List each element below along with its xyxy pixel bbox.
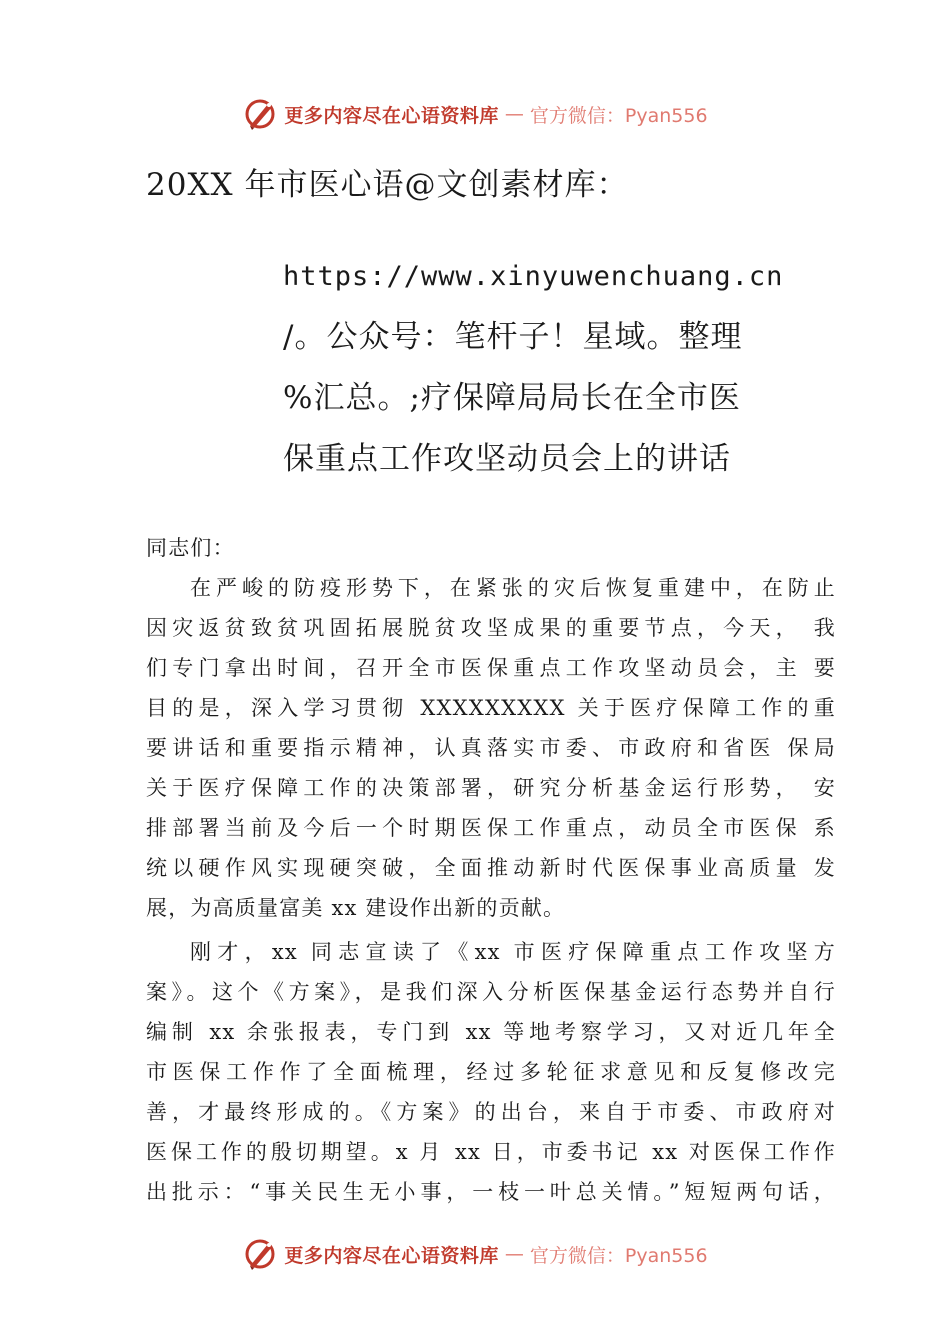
- paragraph-line: 案》。这个《方案》，是我们深入分析医保基金运行态势并自行: [146, 980, 836, 1004]
- paragraph-line: 要讲话和重要指示精神，认真落实市委、市政府和省医 保局: [146, 736, 836, 760]
- paragraph-line: 医保工作的殷切期望。x 月 xx 日，市委书记 xx 对医保工作作: [146, 1140, 836, 1164]
- paragraph-line: 在严峻的防疫形势下，在紧张的灾后恢复重建中，在防止: [190, 576, 836, 600]
- pen-logo-icon: [242, 1236, 278, 1272]
- pen-logo-icon: [242, 96, 278, 132]
- paragraph-line: 关于医疗保障工作的决策部署，研究分析基金运行形势， 安: [146, 776, 836, 800]
- paragraph-line: 目的是，深入学习贯彻 XXXXXXXXX 关于医疗保障工作的重: [146, 696, 836, 720]
- speech-body: [146, 528, 836, 1212]
- document-title-line-5: 保重点工作攻坚动员会上的讲话: [283, 441, 731, 477]
- banner-dash: —: [504, 1243, 524, 1265]
- paragraph-line: 刚才，xx 同志宣读了《xx 市医疗保障重点工作攻坚方: [190, 940, 836, 964]
- paragraph-line: 编制 xx 余张报表，专门到 xx 等地考察学习，又对近几年全: [146, 1020, 836, 1044]
- document-title-block: [283, 246, 803, 490]
- banner-brand: 更多内容尽在心语资料库: [284, 1244, 499, 1267]
- banner-contact: 官方微信：Pyan556: [529, 1244, 708, 1267]
- banner-dash: —: [504, 103, 524, 125]
- paragraph-line: 出批示：“事关民生无小事，一枝一叶总关情。”短短两句话，: [146, 1180, 836, 1204]
- paragraph-line: 展，为高质量富美 xx 建设作出新的贡献。: [146, 896, 566, 920]
- paragraph-line: 统以硬作风实现硬突破，全面推动新时代医保事业高质量 发: [146, 856, 836, 880]
- paragraph-2: [146, 932, 836, 1212]
- paragraph-line: 善，才最终形成的。《方案》的出台，来自于市委、市政府对: [146, 1100, 836, 1124]
- paragraph-1: [146, 568, 836, 928]
- document-title-line-3: /。公众号：笔杆子！星域。整理: [283, 319, 743, 355]
- footer-banner: [0, 1232, 950, 1276]
- banner-brand: 更多内容尽在心语资料库: [284, 104, 499, 127]
- document-title-line-4: %汇总。;疗保障局局长在全市医: [283, 380, 741, 416]
- banner-contact: 官方微信：Pyan556: [529, 104, 708, 127]
- document-title-line-1: 20XX 年市医心语@文创素材库：: [146, 167, 629, 203]
- header-banner: [0, 92, 950, 136]
- paragraph-line: 因灾返贫致贫巩固拓展脱贫攻坚成果的重要节点，今天， 我: [146, 616, 836, 640]
- paragraph-line: 们专门拿出时间，召开全市医保重点工作攻坚动员会，主 要: [146, 656, 836, 680]
- document-title-line-2: https://www.xinyuwenchuang.cn: [283, 261, 784, 292]
- paragraph-line: 市医保工作作了全面梳理，经过多轮征求意见和反复修改完: [146, 1060, 836, 1084]
- paragraph-line: 排部署当前及今后一个时期医保工作重点，动员全市医保 系: [146, 816, 836, 840]
- greeting: 同志们：: [146, 536, 235, 560]
